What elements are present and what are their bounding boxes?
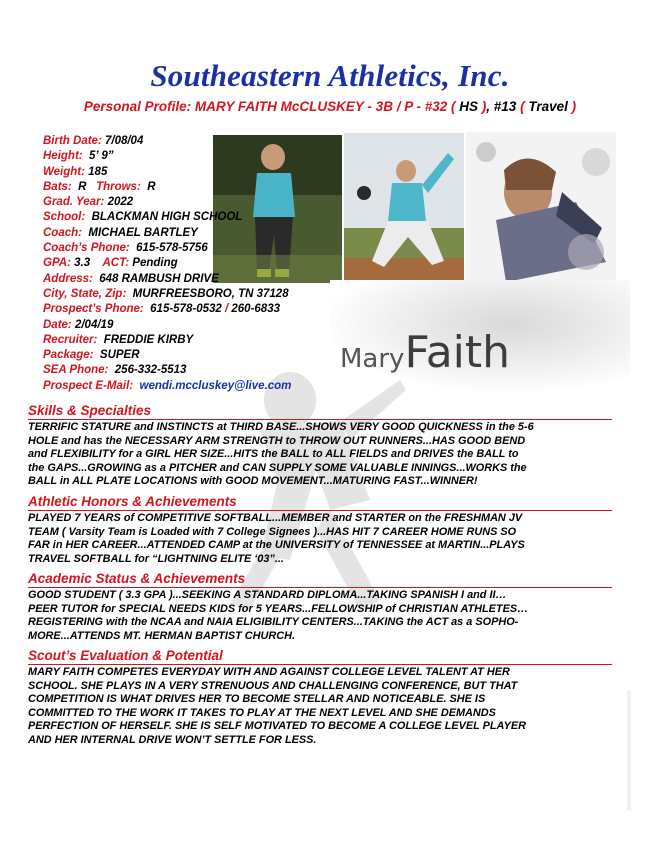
act-label: ACT: bbox=[102, 257, 130, 270]
grad-year-value: 2022 bbox=[107, 196, 134, 209]
date-label: Date: bbox=[43, 318, 72, 331]
scout-body bbox=[28, 666, 628, 748]
honors-line: PLAYED 7 YEARS of COMPETITIVE SOFTBALL...MEMBER and STARTER on the FRESHMAN JV bbox=[28, 512, 523, 524]
prospect-phone-value-2: 260-6833 bbox=[231, 303, 280, 316]
email-row bbox=[43, 379, 343, 394]
weight-row bbox=[43, 165, 343, 180]
grad-year-label: Grad. Year: bbox=[43, 196, 105, 209]
photo-caption-first: Mary bbox=[340, 344, 405, 374]
date-row bbox=[43, 318, 343, 333]
sea-phone-label: SEA Phone: bbox=[43, 364, 109, 377]
height-label: Height: bbox=[43, 150, 83, 163]
act-value: Pending bbox=[132, 257, 178, 270]
player-name: MARY FAITH McCLUSKEY - 3B / P - #32 bbox=[194, 99, 448, 114]
coach-label: Coach: bbox=[43, 226, 82, 239]
academic-line: REGISTERING with the NCAA and NAIA ELIGIBILITY CENTERS...TAKING the ACT as a SOPHO- bbox=[28, 616, 519, 629]
paren-close-2: ) bbox=[571, 99, 577, 114]
decorative-bat-shadow bbox=[627, 690, 631, 810]
prospect-phone-label: Prospect’s Phone: bbox=[43, 303, 144, 316]
player-photo-pitching bbox=[344, 133, 464, 283]
recruiter-row bbox=[43, 333, 343, 348]
honors-heading: Athletic Honors & Achievements bbox=[28, 494, 612, 511]
honors-body bbox=[28, 512, 628, 566]
prospect-phone-value: 615-578-0532 bbox=[150, 303, 222, 316]
skills-line: and FLEXIBILITY for a GIRL HER SIZE...HITS the BALL to ALL FIELDS and DRIVES the BALL to bbox=[28, 448, 519, 461]
honors-line: TEAM ( Varsity Team is Loaded with 7 College Signees )...HAS HIT 7 CAREER HOME RUNS SO bbox=[28, 525, 517, 538]
city-state-zip-row bbox=[43, 287, 343, 302]
player-photo-portrait bbox=[466, 132, 616, 284]
academic-body bbox=[28, 589, 628, 643]
birth-date-value: 7/08/04 bbox=[104, 135, 144, 147]
address-row bbox=[43, 272, 343, 287]
email-link[interactable]: wendi.mccluskey@live.com bbox=[139, 379, 292, 392]
package-value: SUPER bbox=[99, 349, 140, 362]
skills-body bbox=[28, 421, 628, 489]
sea-phone-row bbox=[43, 363, 343, 378]
height-value: 5’ 9” bbox=[89, 150, 114, 163]
skills-line: HOLE and has the NECESSARY ARM STRENGTH to THROW OUT RUNNERS...HAS GOOD BEND bbox=[28, 434, 526, 447]
academic-heading: Academic Status & Achievements bbox=[28, 571, 612, 588]
package-label: Package: bbox=[43, 349, 94, 362]
skills-line: the GAPS...GROWING as a PITCHER and CAN SUPPLY SOME VALUABLE INNINGS...WORKS the bbox=[28, 461, 527, 474]
grad-year-row bbox=[43, 195, 343, 210]
birth-date-row bbox=[43, 134, 343, 149]
player-pitching-illustration bbox=[344, 133, 464, 283]
school-label: School: bbox=[43, 211, 86, 224]
skills-line: BALL in ALL PLATE LOCATIONS with GOOD MOVEMENT...MATURING FAST...WINNER! bbox=[28, 475, 478, 488]
gpa-value: 3.3 bbox=[74, 257, 91, 270]
prospect-phone-row bbox=[43, 302, 343, 317]
paren-open-1: ( bbox=[450, 99, 456, 114]
coach-value: MICHAEL BARTLEY bbox=[88, 226, 198, 239]
scout-heading: Scout’s Evaluation & Potential bbox=[28, 648, 612, 665]
honors-line: FAR in HER CAREER...ATTENDED CAMP at the UNIVERSITY of TENNESSEE at MARTIN...PLAYS bbox=[28, 539, 525, 552]
date-value: 2/04/19 bbox=[74, 318, 114, 331]
scout-line: COMMITTED TO THE WORK IT TAKES TO PLAY AT THE NEXT LEVEL AND SHE DEMANDS bbox=[28, 706, 496, 719]
skills-line: TERRIFIC STATURE and INSTINCTS at THIRD BASE...SHOWS VERY GOOD QUICKNESS in the 5-6 bbox=[28, 421, 534, 433]
academic-line: MORE...ATTENDS MT. HERMAN BAPTIST CHURCH. bbox=[28, 629, 296, 642]
coach-row bbox=[43, 226, 343, 241]
profile-label: Personal Profile: bbox=[83, 99, 192, 114]
gpa-act-row bbox=[43, 256, 343, 271]
hs-label: HS bbox=[459, 99, 479, 114]
academic-line: PEER TUTOR for SPECIAL NEEDS KIDS for 5 YEARS...FELLOWSHIP of CHRISTIAN ATHLETES… bbox=[28, 602, 528, 615]
recruiter-value: FREDDIE KIRBY bbox=[103, 333, 194, 346]
player-portrait-illustration bbox=[466, 132, 616, 284]
bats-label: Bats: bbox=[43, 180, 72, 193]
bats-value: R bbox=[78, 180, 87, 193]
scout-line: COMPETITION IS WHAT DRIVES HER TO BECOME STELLAR AND NOTICEABLE. SHE IS bbox=[28, 693, 486, 706]
package-row bbox=[43, 348, 343, 363]
scout-line: AND HER INTERNAL DRIVE WON’T SETTLE FOR LESS. bbox=[28, 733, 317, 746]
scout-line: SCHOOL. SHE PLAYS IN A VERY STRENUOUS AND CHALLENGING CONFERENCE, BUT THAT bbox=[28, 679, 518, 692]
sea-phone-value: 256-332-5513 bbox=[114, 364, 187, 377]
coach-phone-value: 615-578-5756 bbox=[136, 242, 208, 255]
city-state-zip-label: City, State, Zip: bbox=[43, 287, 127, 300]
company-title: Southeastern Athletics, Inc. bbox=[150, 58, 510, 93]
profile-subtitle bbox=[0, 98, 660, 115]
scout-line: MARY FAITH COMPETES EVERYDAY WITH AND AGAINST COLLEGE LEVEL TALENT AT HER bbox=[28, 666, 510, 678]
photo-caption-last: Faith bbox=[404, 327, 511, 378]
weight-value: 185 bbox=[88, 165, 108, 178]
travel-number: , #13 bbox=[486, 99, 517, 114]
height-row bbox=[43, 149, 343, 164]
coach-phone-row bbox=[43, 241, 343, 256]
email-label: Prospect E-Mail: bbox=[43, 379, 134, 392]
recruiter-label: Recruiter: bbox=[43, 333, 98, 346]
prospect-phone-separator: / bbox=[224, 303, 229, 316]
city-state-zip-value: MURFREESBORO, TN 37128 bbox=[132, 287, 289, 300]
paren-open-2: ( bbox=[520, 99, 525, 114]
throws-label: Throws: bbox=[96, 180, 141, 193]
honors-line: TRAVEL SOFTBALL for “LIGHTNING ELITE ‘03”... bbox=[28, 552, 284, 565]
travel-label: Travel bbox=[528, 99, 568, 114]
skills-heading: Skills & Specialties bbox=[28, 403, 612, 420]
scout-line: PERFECTION OF HERSELF. SHE IS SELF MOTIVATED TO BECOME A COLLEGE LEVEL PLAYER bbox=[28, 720, 526, 733]
throws-value: R bbox=[147, 180, 156, 193]
address-label: Address: bbox=[43, 272, 93, 285]
weight-label: Weight: bbox=[43, 165, 85, 178]
bats-throws-row bbox=[43, 180, 343, 195]
profile-fields bbox=[43, 134, 343, 394]
academic-line: GOOD STUDENT ( 3.3 GPA )...SEEKING A STANDARD DIPLOMA...TAKING SPANISH I and II… bbox=[28, 589, 507, 601]
school-row bbox=[43, 210, 343, 225]
coach-phone-label: Coach’s Phone: bbox=[43, 242, 130, 255]
paren-close-1: ) bbox=[481, 99, 487, 114]
gpa-label: GPA: bbox=[43, 257, 71, 270]
birth-date-label: Birth Date: bbox=[43, 135, 102, 147]
address-value: 648 RAMBUSH DRIVE bbox=[99, 272, 219, 285]
school-value: BLACKMAN HIGH SCHOOL bbox=[91, 211, 243, 224]
